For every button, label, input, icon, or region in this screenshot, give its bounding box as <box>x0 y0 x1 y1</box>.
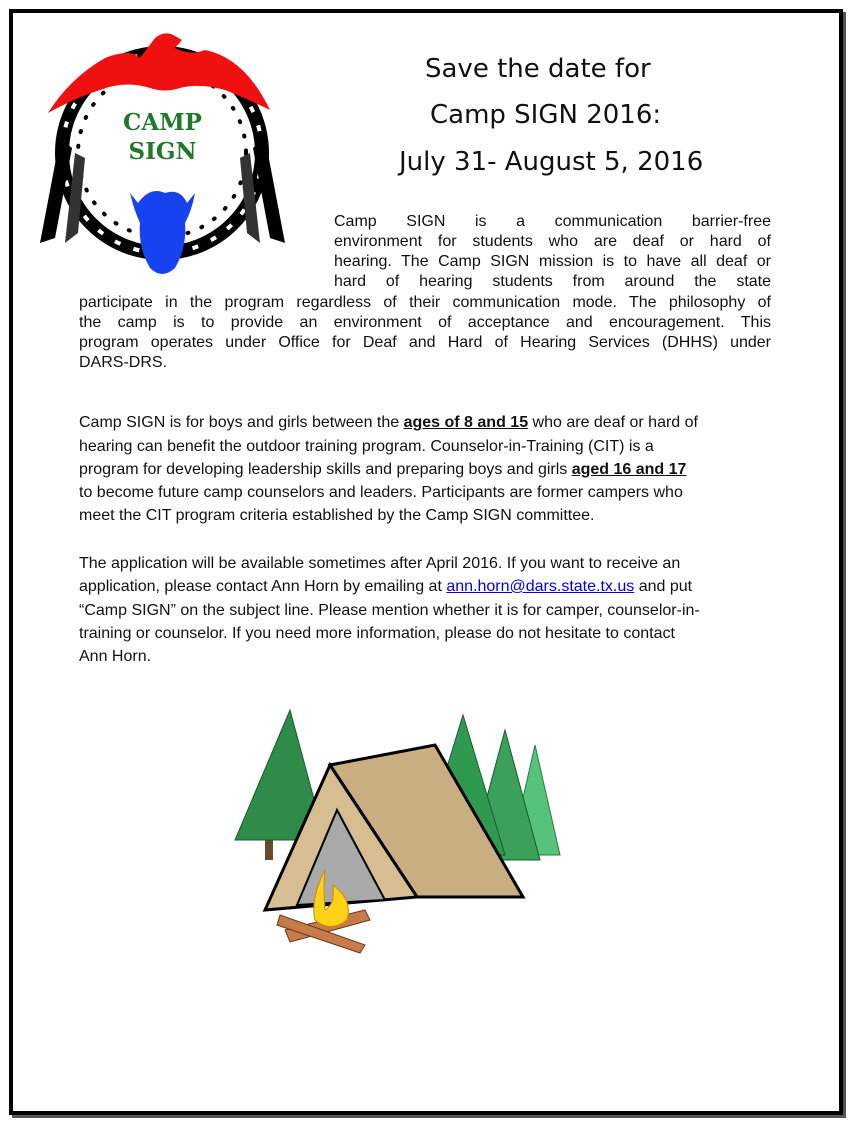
text-line: Camp SIGN is a communication barrier-free <box>334 213 771 230</box>
text-line: the camp is to provide an environment of acceptance and encouragement. This <box>79 314 771 331</box>
cit-age-highlight: aged 16 and 17 <box>571 461 687 478</box>
text-line: to become future camp counselors and leaders. Participants are former campers who <box>79 484 683 501</box>
text-line: The application will be available sometimes after April 2016. If you want to receive an <box>79 555 681 572</box>
text: and put <box>634 578 693 595</box>
text-line: Ann Horn. <box>79 648 152 665</box>
text-line: program operates under Office for Deaf and Hard of Hearing Services (DHHS) under <box>79 334 771 351</box>
text-line <box>79 460 686 480</box>
text-line: “Camp SIGN” on the subject line. Please mention whether it is for camper, counselor-in- <box>79 602 700 619</box>
text-line <box>79 577 692 597</box>
text: who are deaf or hard of <box>528 414 698 431</box>
title-line-3: July 31- August 5, 2016 <box>399 147 704 177</box>
text-line: hearing. The Camp SIGN mission is to have all deaf or <box>334 253 771 270</box>
text-line: DARS-DRS. <box>79 354 168 371</box>
logo-text-sign: SIGN <box>128 138 197 165</box>
text: Camp SIGN is for boys and girls between the <box>79 414 404 431</box>
title-line-2: Camp SIGN 2016: <box>430 100 662 130</box>
text-line <box>79 413 698 433</box>
text-line: hard of hearing students from around the state <box>334 273 771 290</box>
text-line: hearing can benefit the outdoor training program. Counselor-in-Training (CIT) is a <box>79 438 654 455</box>
text-line: participate in the program regardless of their communication mode. The philosophy of <box>79 294 771 311</box>
text: application, please contact Ann Horn by emailing at <box>79 578 447 595</box>
text-line: environment for students who are deaf or hard of <box>334 233 771 250</box>
logo-text-camp: CAMP <box>123 109 202 136</box>
age-range-highlight: ages of 8 and 15 <box>403 414 529 431</box>
tent-campfire-illustration <box>225 705 570 965</box>
text: program for developing leadership skills and preparing boys and girls <box>79 461 572 478</box>
text-line: training or counselor. If you need more information, please do not hesitate to contact <box>79 625 675 642</box>
text-line: meet the CIT program criteria established by the Camp SIGN committee. <box>79 507 595 524</box>
camp-sign-logo <box>30 28 295 283</box>
title-line-1: Save the date for <box>425 54 651 84</box>
email-link[interactable]: ann.horn@dars.state.tx.us <box>446 578 635 595</box>
